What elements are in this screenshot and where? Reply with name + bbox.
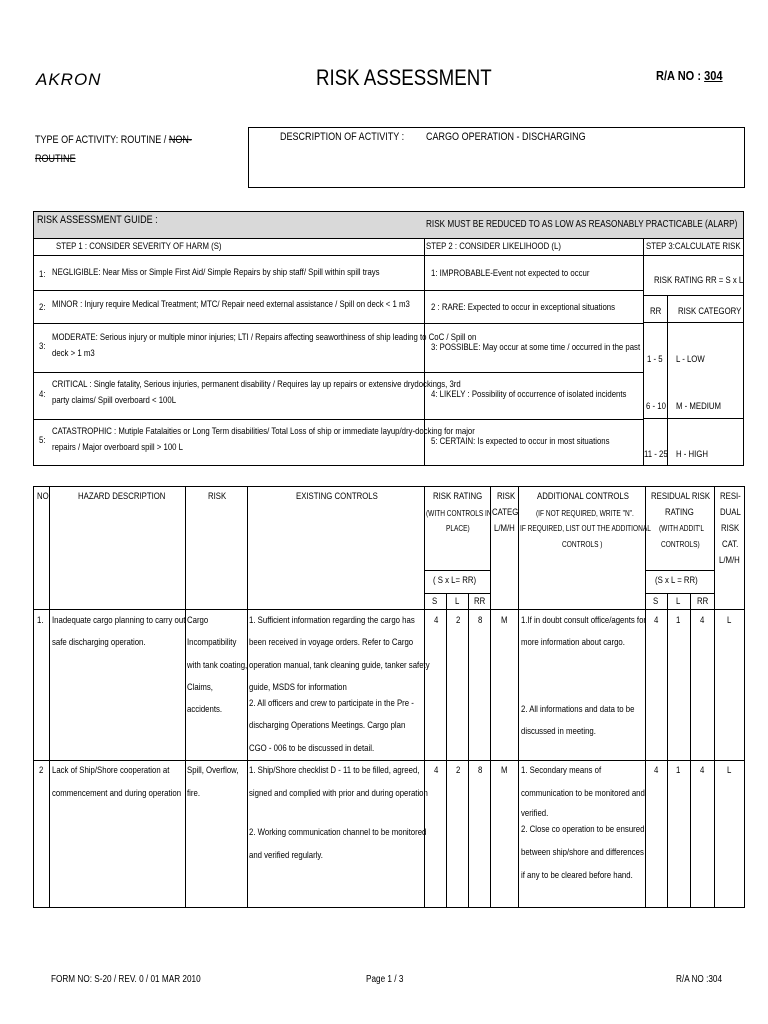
likelihood-1: 1: IMPROBABLE-Event not expected to occur [431,268,590,279]
additional-controls: more information about cargo. [521,637,625,648]
category-low-range: 1 - 5 [647,354,663,365]
risk-text: Claims, [187,682,213,693]
severity-2-num: 2: [39,302,46,313]
likelihood-3: 3: POSSIBLE: May occur at some time / occurred in the past [431,342,641,353]
severity-4-text: party claims/ Spill overboard < 100L [52,395,177,406]
col-additional-header: CONTROLS ) [562,540,603,549]
risk-text: fire. [187,788,200,799]
category-low-label: L - LOW [676,354,705,365]
additional-controls: discussed in meeting. [521,726,596,737]
residual-rr-header: RR [697,596,709,607]
likelihood-4: 4: LIKELY : Possibility of occurrence of isolated incidents [431,389,627,400]
hazard-description: commencement and during operation [52,788,182,799]
additional-controls: communication to be monitored and [521,788,645,799]
alarp-note: RISK MUST BE REDUCED TO AS LOW AS REASONABLY PRACTICABLE (ALARP) [426,219,738,230]
row-number: 1. [37,615,44,626]
col-rating-header: RISK RATING [433,491,483,502]
col-residual-header: (WITH ADDIT'L [659,524,704,533]
additional-controls: 1.If in doubt consult office/agents for [521,615,647,626]
additional-controls: 1. Secondary means of [521,765,602,776]
col-rating-header: (WITH CONTROLS IN [426,509,492,518]
activity-type [35,131,192,169]
residual-likelihood-value: 1 [676,765,681,776]
additional-controls: 2. All informations and data to be [521,704,635,715]
risk-text: accidents. [187,704,223,715]
likelihood-2: 2 : RARE: Expected to occur in exceptional situations [431,302,616,313]
additional-controls: if any to be cleared before hand. [521,870,633,881]
rr-heading: RR [650,306,662,317]
hazard-description: Inadequate cargo planning to carry out [52,615,186,626]
step2-heading: STEP 2 : CONSIDER LIKELIHOOD (L) [426,241,561,252]
existing-controls: 1. Ship/Shore checklist D - 11 to be filled, agreed, [249,765,420,776]
severity-5-text: CATASTROPHIC : Mutiple Fatalaities or Long Term disabilities/ Total Loss of ship or immediate layup/dry-docking for major [52,426,475,437]
col-residual-header: RESIDUAL RISK [651,491,711,502]
risk-category-heading: RISK CATEGORY [678,306,742,317]
activity-type-struck: NON- [168,134,192,146]
activity-description-label: DESCRIPTION OF ACTIVITY : [280,131,405,143]
col-existing-header: EXISTING CONTROLS [296,491,378,502]
activity-description-value: CARGO OPERATION - DISCHARGING [426,131,586,143]
severity-4-num: 4: [39,389,46,400]
existing-controls: and verified regularly. [249,850,323,861]
footer-page-number: Page 1 / 3 [366,974,404,985]
severity-3-text: MODERATE: Serious injury or multiple minor injuries; LTI / Repairs affecting seaworthiness of ship leading to CoC / Spill on [52,332,477,343]
activity-type-struck-2: ROUTINE [35,153,76,165]
category-high-range: 11 - 25 [644,449,668,460]
rating-s-header: S [432,596,438,607]
existing-controls: 2. All officers and crew to participate in the Pre - [249,698,414,709]
col-category-header: CATEG [492,507,519,518]
ra-label: R/A NO : [656,68,702,83]
col-category-header: RISK [497,491,516,502]
rating-l-header: L [455,596,460,607]
category-high-label: H - HIGH [676,449,709,460]
col-residual-cat-header: RESI- [720,491,741,502]
col-residual-header: RATING [665,507,694,518]
residual-s-header: S [653,596,659,607]
severity-5-text: repairs / Major overboard spill > 100 L [52,442,183,453]
severity-2-text: MINOR : Injury require Medical Treatment; MTC/ Repair need external assistance / Spill on deck < 1 m3 [52,299,410,310]
existing-controls: signed and complied with prior and during operation [249,788,428,799]
row-number: 2 [39,765,44,776]
category-medium-label: M - MEDIUM [676,401,722,412]
likelihood-5: 5: CERTAIN: Is expected to occur in most situations [431,436,610,447]
step1-heading: STEP 1 : CONSIDER SEVERITY OF HARM (S) [56,241,222,252]
additional-controls: 2. Close co operation to be ensured [521,824,645,835]
step3-heading: STEP 3:CALCULATE RISK [646,241,741,252]
severity-value: 4 [434,615,439,626]
col-no-header: NO [37,491,49,502]
severity-1-text: NEGLIGIBLE: Near Miss or Simple First Aid/ Simple Repairs by ship staff/ Spill within spill trays [52,267,380,278]
activity-type-label: TYPE OF ACTIVITY: ROUTINE / [35,134,167,146]
existing-controls: 1. Sufficient information regarding the cargo has [249,615,415,626]
risk-text: with tank coating, [187,660,248,671]
residual-likelihood-value: 1 [676,615,681,626]
col-residual-cat-header: L/M/H [719,555,740,566]
additional-controls: verified. [521,808,549,819]
col-residual-cat-header: RISK [721,523,740,534]
severity-value: 4 [434,765,439,776]
residual-rating-value: 4 [700,765,705,776]
footer-ra-number: R/A NO :304 [676,974,723,985]
likelihood-value: 2 [456,765,461,776]
rating-formula: ( S x L= RR) [433,575,477,586]
risk-rating-value: 8 [478,765,483,776]
risk-guide-title: RISK ASSESSMENT GUIDE : [37,214,158,226]
col-rating-header: PLACE) [446,524,470,533]
residual-l-header: L [676,596,681,607]
ra-number-block [656,68,723,83]
residual-severity-value: 4 [654,765,659,776]
footer-form-number: FORM NO: S-20 / REV. 0 / 01 MAR 2010 [51,974,201,985]
ra-number: 304 [704,68,723,83]
rating-rr-header: RR [474,596,486,607]
residual-formula: (S x L = RR) [655,575,698,586]
col-risk-header: RISK [208,491,227,502]
residual-severity-value: 4 [654,615,659,626]
col-residual-cat-header: CAT. [722,539,739,550]
risk-text: Cargo [187,615,209,626]
severity-3-text: deck > 1 m3 [52,348,95,359]
col-residual-cat-header: DUAL [720,507,741,518]
risk-category-value: M [501,765,508,776]
existing-controls: been received in voyage orders. Refer to Cargo [249,637,414,648]
risk-category-value: M [501,615,508,626]
col-hazard-header: HAZARD DESCRIPTION [78,491,166,502]
col-residual-header: CONTROLS) [661,540,700,549]
residual-rating-value: 4 [700,615,705,626]
existing-controls: CGO - 006 to be discussed in detail. [249,743,375,754]
category-medium-range: 6 - 10 [646,401,666,412]
existing-controls: 2. Working communication channel to be monitored [249,827,427,838]
hazard-description: Lack of Ship/Shore cooperation at [52,765,170,776]
risk-text: Spill, Overflow, [187,765,239,776]
hazard-description: safe discharging operation. [52,637,146,648]
risk-text: Incompatibility [187,637,237,648]
company-name: AKRON [36,70,102,89]
risk-rating-value: 8 [478,615,483,626]
severity-5-num: 5: [39,435,46,446]
col-additional-header: ADDITIONAL CONTROLS [537,491,629,502]
col-category-header: L/M/H [494,523,515,534]
existing-controls: discharging Operations Meetings. Cargo plan [249,720,406,731]
additional-controls: between ship/shore and differences [521,847,644,858]
severity-3-num: 3: [39,341,46,352]
col-additional-header: IF REQUIRED, LIST OUT THE ADDITIONAL [520,524,651,533]
residual-category-value: L [727,615,732,626]
likelihood-value: 2 [456,615,461,626]
existing-controls: operation manual, tank cleaning guide, tanker safety [249,660,430,671]
residual-category-value: L [727,765,732,776]
severity-4-text: CRITICAL : Single fatality, Serious injuries, permanent disability / Requires lay up repairs or extensive drydockings, 3rd [52,379,461,390]
severity-1-num: 1: [39,269,46,280]
page-title: RISK ASSESSMENT [316,65,492,90]
risk-rating-formula: RISK RATING RR = S x L [654,275,744,286]
existing-controls: guide, MSDS for information [249,682,347,693]
col-additional-header: (IF NOT REQUIRED, WRITE "N". [536,509,634,518]
